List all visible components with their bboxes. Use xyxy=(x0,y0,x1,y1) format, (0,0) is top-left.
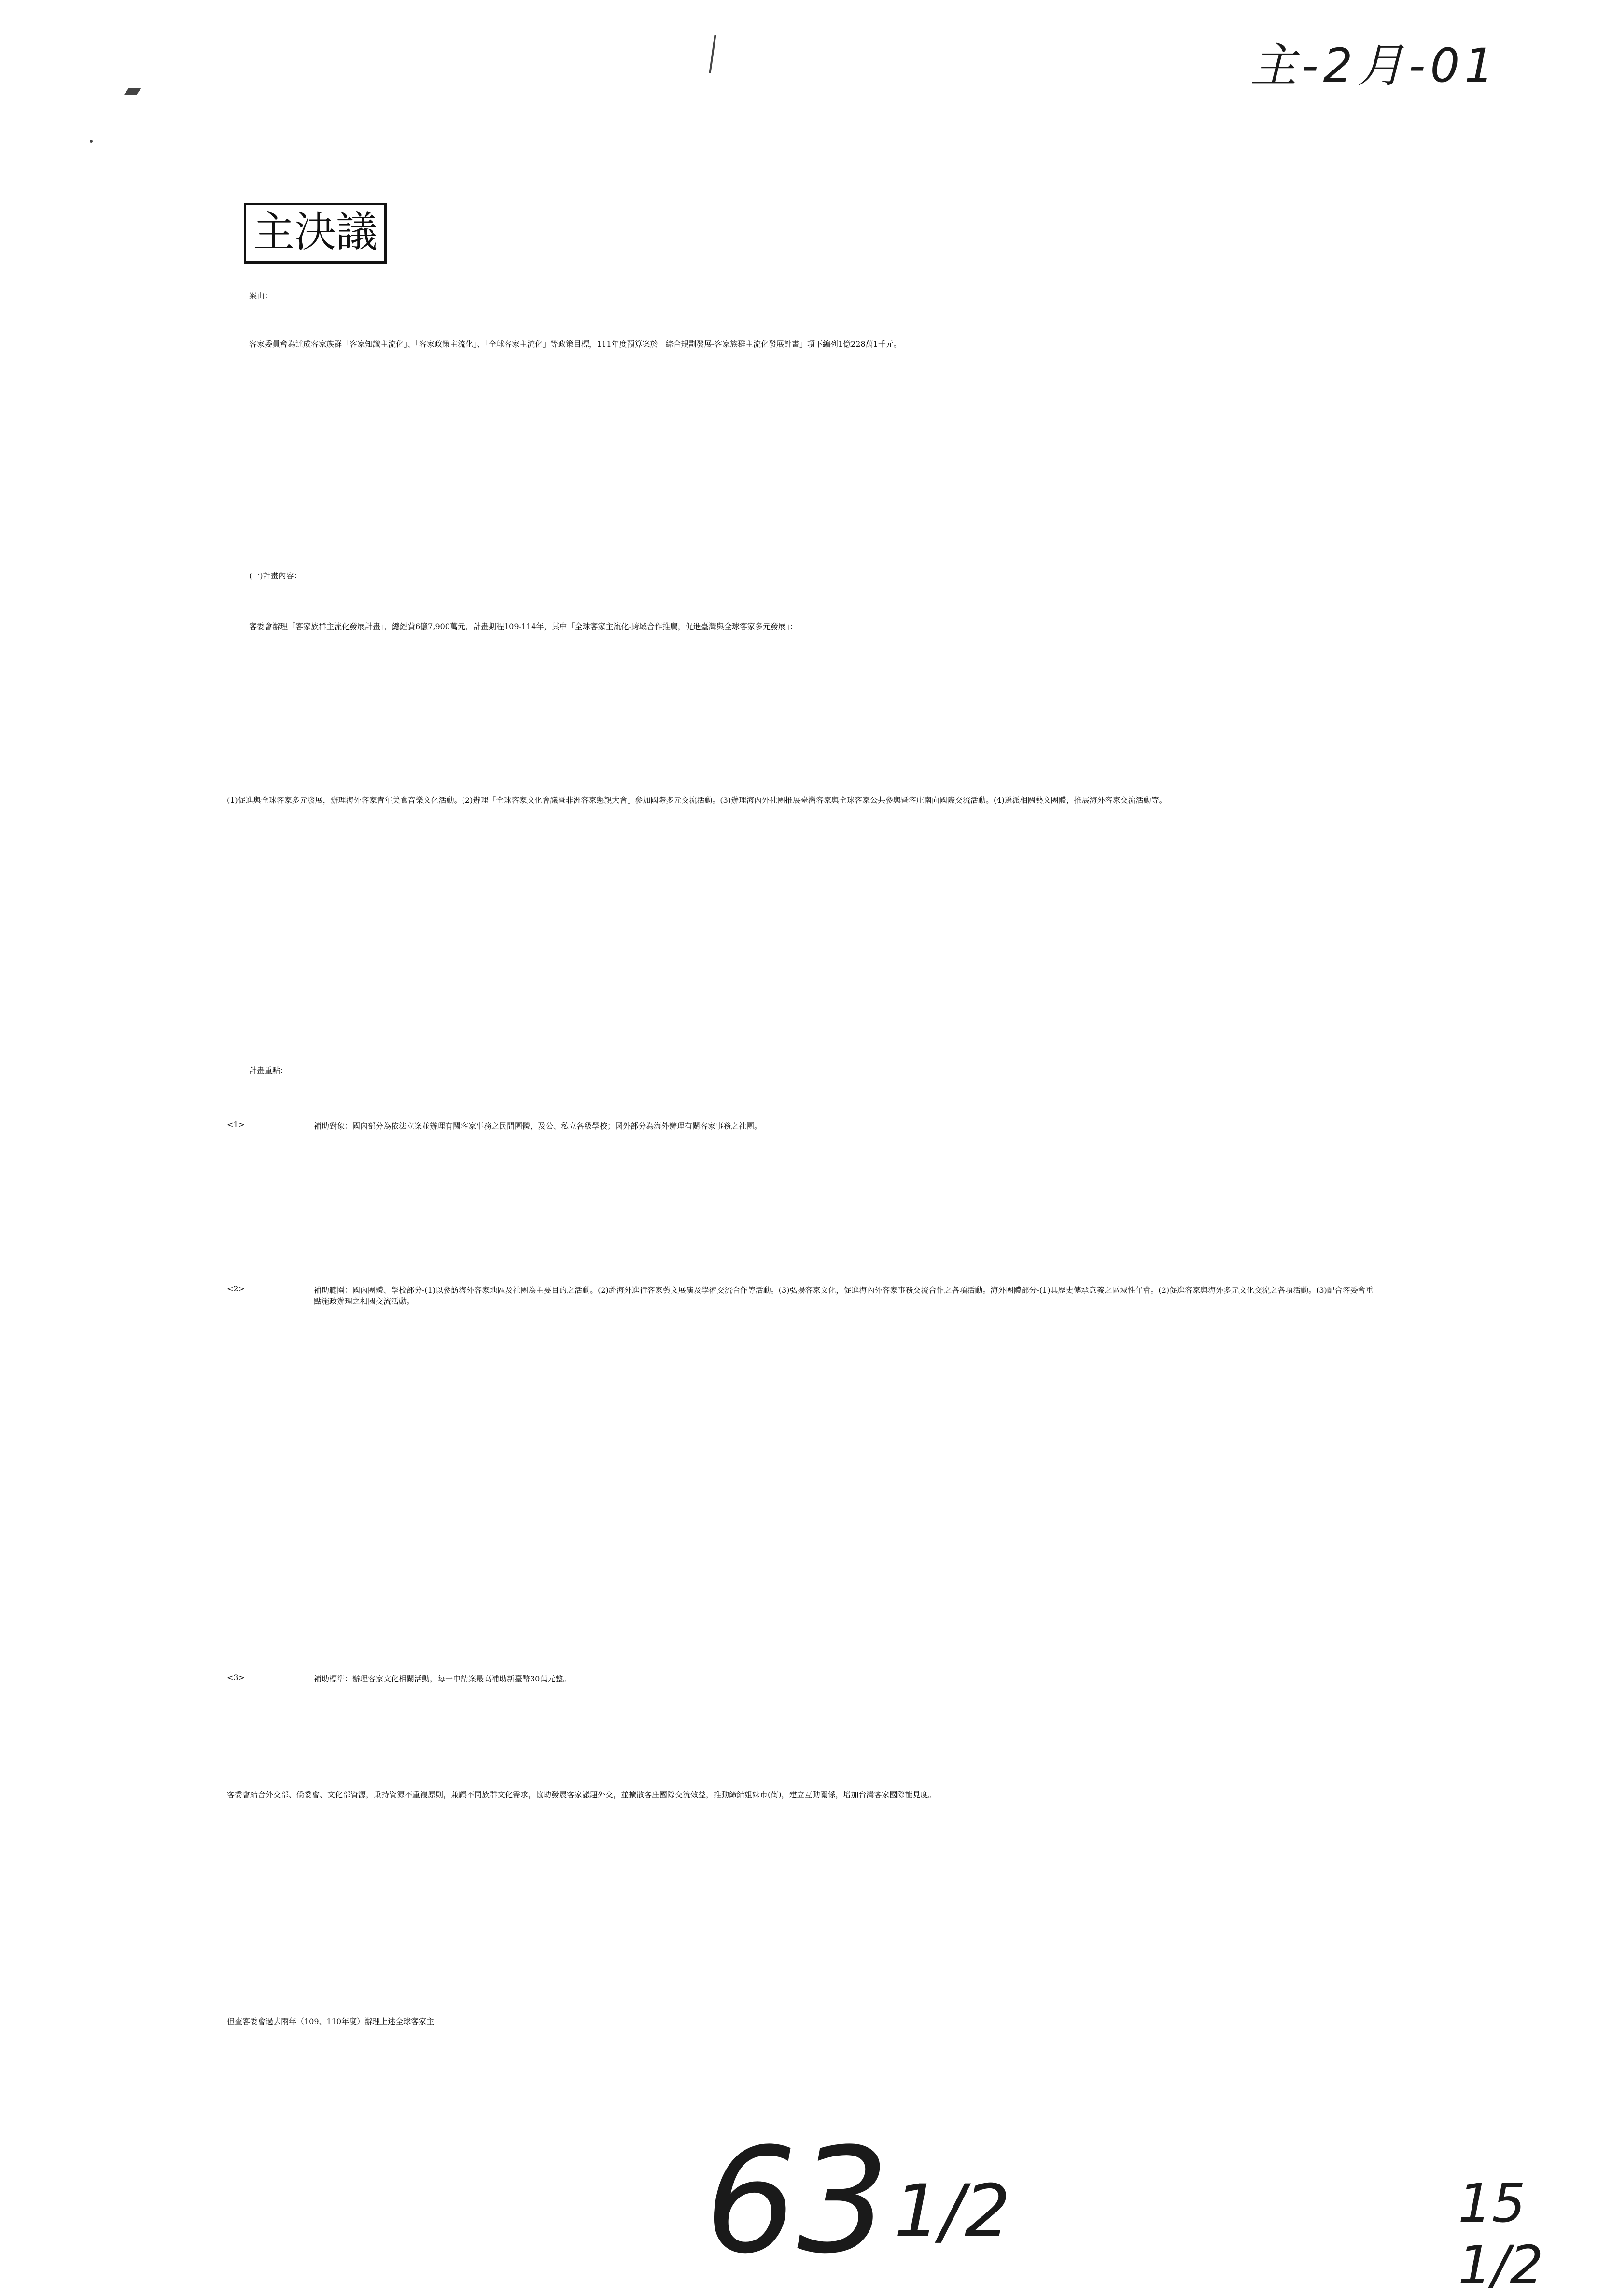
key-point-text: 補助標準：辦理客家文化相關活動，每一申請案最高補助新臺幣30萬元整。 xyxy=(314,1674,571,1683)
key-point-number: <1> xyxy=(227,1120,245,1129)
case-label: 案由： xyxy=(249,291,273,300)
handwritten-page-number-small: 15 1/2 xyxy=(1458,2172,1544,2296)
intro-paragraph: 客家委員會為達成客家族群「客家知識主流化」、「客家政策主流化」、「全球客家主流化」等政策目標，111年度預算案於「綜合規劃發展-客家族群主流化發展計畫」項下編列1億228萬1千元。 xyxy=(249,339,901,349)
key-point-number: <3> xyxy=(227,1673,245,1682)
key-point-2 xyxy=(227,1284,1381,1306)
key-points-label: 計畫重點： xyxy=(249,1066,288,1075)
scan-speck xyxy=(124,88,141,95)
handwritten-page-code: 主-2月-01 xyxy=(1250,39,1499,93)
section1-items: (1)促進與全球客家多元發展，辦理海外客家青年美食音樂文化活動。(2)辦理「全球客家文化會議暨非洲客家懇親大會」參加國際多元交流活動。(3)辦理海內外社團推展臺灣客家與全球客家公共參與暨客庄南向國際交流活動。(4)遴派相關藝文團體，推展海外客家交流活動等。 xyxy=(227,796,1167,805)
handwritten-fraction: 1/2 xyxy=(894,2169,1011,2254)
document-title-box: 主決議 xyxy=(244,203,387,264)
handwritten-page-number xyxy=(705,2117,1011,2285)
handwritten-number: 63 xyxy=(705,2117,889,2285)
key-point-3 xyxy=(227,1673,1381,1684)
scan-speck xyxy=(709,35,716,73)
section1-heading: (一)計畫內容： xyxy=(249,571,302,580)
key-point-text: 補助範圍：國內團體、學校部分-(1)以參訪海外客家地區及社團為主要目的之活動。(2)赴海外進行客家藝文展演及學術交流合作等活動。(3)弘揚客家文化，促進海內外客家事務交流合作之各項活動。海外團體部分-(1)具歷史傳承意義之區域性年會。(2)促進客家與海外多元文化交流之各項活動。(3)配合客委會重點施政辦理之相關交流活動。 xyxy=(314,1286,1374,1306)
scan-speck xyxy=(90,140,93,143)
last-line: 但查客委會過去兩年（109、110年度）辦理上述全球客家主 xyxy=(227,2017,435,2026)
section1-body: 客委會辦理「客家族群主流化發展計畫」，總經費6億7,900萬元，計畫期程109-114年，其中「全球客家主流化-跨域合作推廣，促進臺灣與全球客家多元發展」： xyxy=(249,622,798,631)
key-point-text: 補助對象：國內部分為依法立案並辦理有關客家事務之民間團體，及公、私立各級學校；國外部分為海外辦理有關客家事務之社團。 xyxy=(314,1121,762,1131)
key-point-number: <2> xyxy=(227,1284,245,1293)
key-point-1 xyxy=(227,1120,1381,1131)
closing-paragraph: 客委會結合外交部、僑委會、文化部資源，秉持資源不重複原則，兼顧不同族群文化需求，協助發展客家議題外交，並擴散客庄國際交流效益，推動締結姐妹市(街)，建立互動關係，增加台灣客家國際能見度。 xyxy=(227,1790,936,1799)
